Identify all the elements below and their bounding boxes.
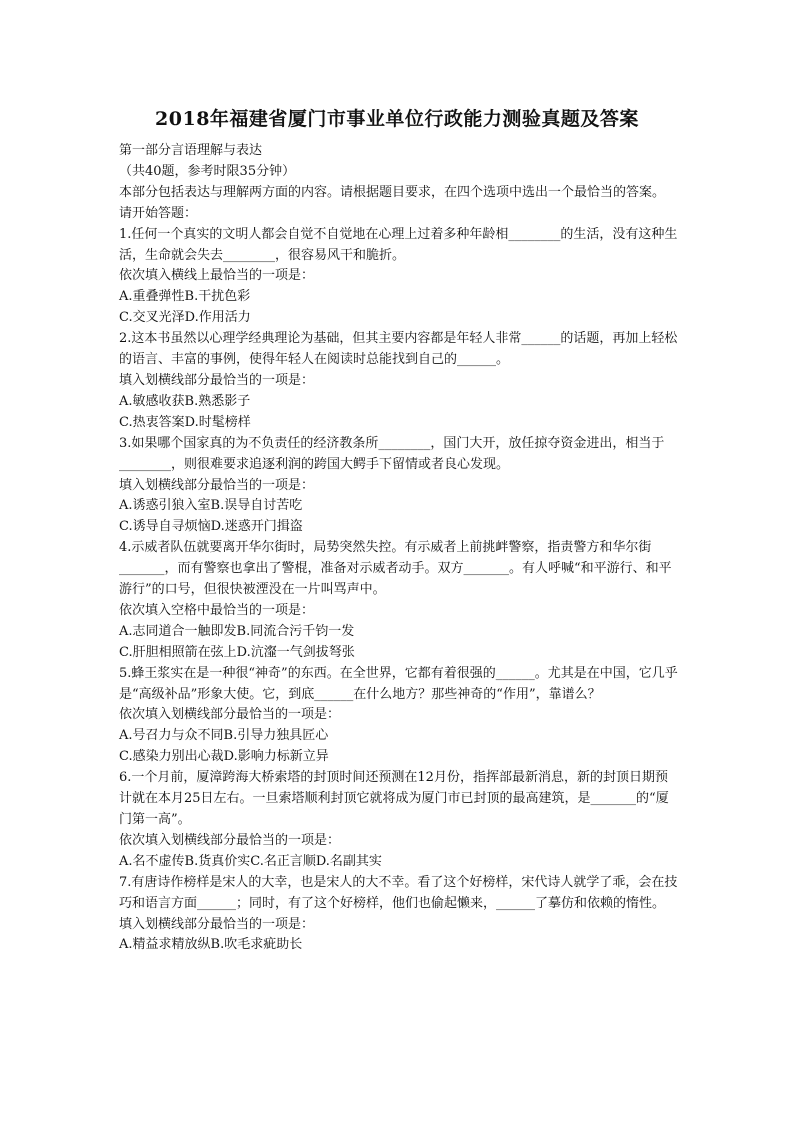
question-6 <box>119 768 679 873</box>
question-options: A.志同道合一触即发B.同流合污千钧一发 <box>119 623 355 639</box>
question-options: A.敏感收获B.熟悉影子 <box>119 393 251 409</box>
question-options: A.精益求精放纵B.吹毛求疵助长 <box>119 937 303 953</box>
question-stem: 3.如果哪个国家真的为不负责任的经济教条所________，国门大开，放任掠夺资金进出，相当于________，则很难要求追逐利润的跨国大鳄手下留情或者良心发现。 <box>119 435 665 472</box>
question-stem: 4.示威者队伍就要离开华尔街时，局势突然失控。有示威者上前挑衅警察，指责警方和华尔街_______，而有警察也拿出了警棍，准备对示威者动手。双方_______。有人呼喊“和平游行、和平游行”的口号，但很快被湮没在一片叫骂声中。 <box>119 540 672 598</box>
question-prompt: 依次填入划横线部分最恰当的一项是： <box>119 707 341 723</box>
question-stem: 6.一个月前，厦漳跨海大桥索塔的封顶时间还预测在12月份，指挥部最新消息，新的封顶日期预计就在本月25日左右。一旦索塔顺利封顶它就将成为厦门市已封顶的最高建筑，是_______的“厦门第一高”。 <box>119 770 669 827</box>
question-options: A.号召力与众不同B.引导力独具匠心 <box>119 728 329 744</box>
document-title: 2018年福建省厦门市事业单位行政能力测验真题及答案 <box>155 108 639 130</box>
question-3 <box>119 434 679 539</box>
question-1 <box>119 225 679 330</box>
start-label: 请开始答题： <box>119 205 198 221</box>
section-intro: 本部分包括表达与理解两方面的内容。请根据题目要求，在四个选项中选出一个最恰当的答案。 <box>119 184 666 200</box>
question-options: A.重叠弹性B.干扰色彩 <box>119 289 251 305</box>
question-stem: 1.任何一个真实的文明人都会自觉不自觉地在心理上过着多种年龄相________的生活，没有这种生活，生命就会失去________，很容易风干和脆折。 <box>119 226 678 263</box>
question-options: C.感染力别出心裁D.影响力标新立异 <box>119 749 329 765</box>
question-5 <box>119 664 679 769</box>
section-note: （共40题，参考时限35分钟） <box>119 163 296 179</box>
question-stem: 7.有唐诗作榜样是宋人的大幸，也是宋人的大不幸。看了这个好榜样，宋代诗人就学了乖，会在技巧和语言方面______；同时，有了这个好榜样，他们也偷起懒来，______了摹仿和依赖的惰性。 <box>119 874 678 911</box>
document-body <box>119 141 679 956</box>
question-options: C.诱导自寻烦恼D.迷惑开门揖盗 <box>119 519 303 535</box>
question-options: C.肝胆相照箭在弦上D.沆瀣一气剑拔弩张 <box>119 644 355 660</box>
question-prompt: 依次填入横线上最恰当的一项是： <box>119 268 315 284</box>
question-2 <box>119 329 679 434</box>
question-prompt: 填入划横线部分最恰当的一项是： <box>119 372 315 388</box>
question-7 <box>119 873 679 957</box>
question-options: C.交叉光泽D.作用活力 <box>119 310 251 326</box>
question-stem: 5.蜂王浆实在是一种很“神奇”的东西。在全世界，它都有着很强的______。尤其是在中国，它几乎是“高级补品”形象大使。它，到底______在什么地方？那些神奇的“作用”，靠谱么？ <box>119 665 678 702</box>
question-prompt: 填入划横线部分最恰当的一项是： <box>119 916 315 932</box>
question-stem: 2.这本书虽然以心理学经典理论为基础，但其主要内容都是年轻人非常______的话题，再加上轻松的语言、丰富的事例，使得年轻人在阅读时总能找到自己的______。 <box>119 331 678 368</box>
question-prompt: 依次填入划横线部分最恰当的一项是： <box>119 832 341 848</box>
question-4 <box>119 538 679 663</box>
question-options: A.诱惑引狼入室B.误导自讨苦吃 <box>119 498 303 514</box>
question-options: A.名不虚传B.货真价实C.名正言顺D.名副其实 <box>119 853 382 869</box>
section-title: 第一部分言语理解与表达 <box>119 143 263 158</box>
question-prompt: 依次填入空格中最恰当的一项是： <box>119 602 315 618</box>
question-prompt: 填入划横线部分最恰当的一项是： <box>119 477 315 493</box>
question-options: C.热衷答案D.时髦榜样 <box>119 414 251 430</box>
